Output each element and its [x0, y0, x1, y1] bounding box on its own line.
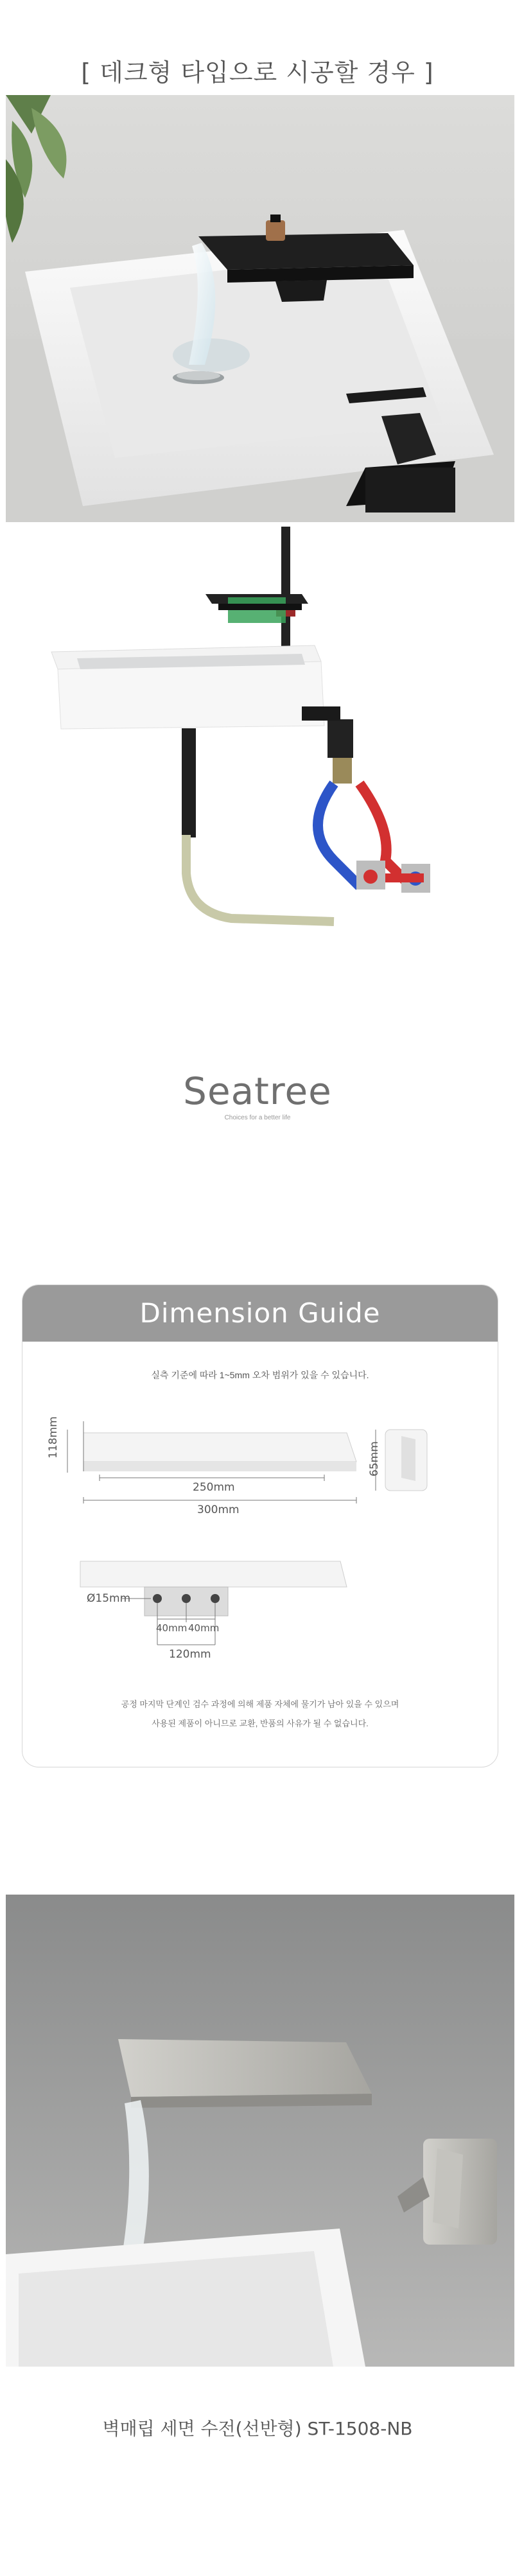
installation-diagram-illustration	[0, 527, 515, 1034]
cold-water-pipe	[318, 784, 360, 886]
inspection-note-line2: 사용된 제품이 아니므로 교환, 반품의 사유가 될 수 없습니다.	[152, 1719, 369, 1728]
diagram-mixer-handle	[302, 706, 353, 784]
dimension-outer-width: 300mm	[197, 1503, 240, 1516]
product-photo-black-faucet-illustration	[6, 95, 514, 522]
section-heading: [ 데크형 타입으로 시공할 경우 ]	[81, 58, 434, 87]
dimension-guide-card	[22, 1284, 498, 1767]
drain-pipe-top	[281, 527, 290, 597]
brand-logo	[0, 1069, 515, 1134]
installation-diagram	[0, 527, 515, 1034]
dimension-spacing-left: 40mm	[156, 1622, 188, 1634]
dimension-drawing	[22, 1285, 498, 1767]
product-photo-black-faucet	[6, 95, 514, 522]
product-photo-nickel-faucet	[6, 1895, 514, 2367]
dimension-handle-height: 65mm	[368, 1441, 381, 1476]
dimension-hole-total: 120mm	[169, 1648, 211, 1661]
product-photo-nickel-faucet-illustration	[6, 1895, 514, 2367]
diagram-shelf-faucet	[205, 594, 308, 623]
brand-logo-tagline: Choices for a better life	[224, 1114, 291, 1121]
dimension-height: 118mm	[47, 1416, 60, 1459]
dimension-inner-width: 250mm	[193, 1481, 235, 1494]
inspection-note-line1: 공정 마지막 단계인 검수 과정에 의해 제품 자체에 물기가 남아 있을 수 있으며	[121, 1699, 399, 1709]
measurement-note: 실측 기준에 따라 1~5mm 오차 범위가 있을 수 있습니다.	[151, 1370, 369, 1380]
dimension-hole-diameter: Ø15mm	[87, 1592, 131, 1605]
brand-logo-name: Seatree	[183, 1069, 332, 1113]
dimension-guide-title: Dimension Guide	[22, 1285, 498, 1342]
diagram-basin	[51, 645, 324, 837]
waste-pipe	[186, 835, 334, 922]
product-caption: 벽매립 세면 수전(선반형) ST-1508-NB	[102, 2418, 413, 2439]
dimension-spacing-right: 40mm	[188, 1622, 220, 1634]
nickel-shelf-faucet	[118, 2039, 372, 2108]
